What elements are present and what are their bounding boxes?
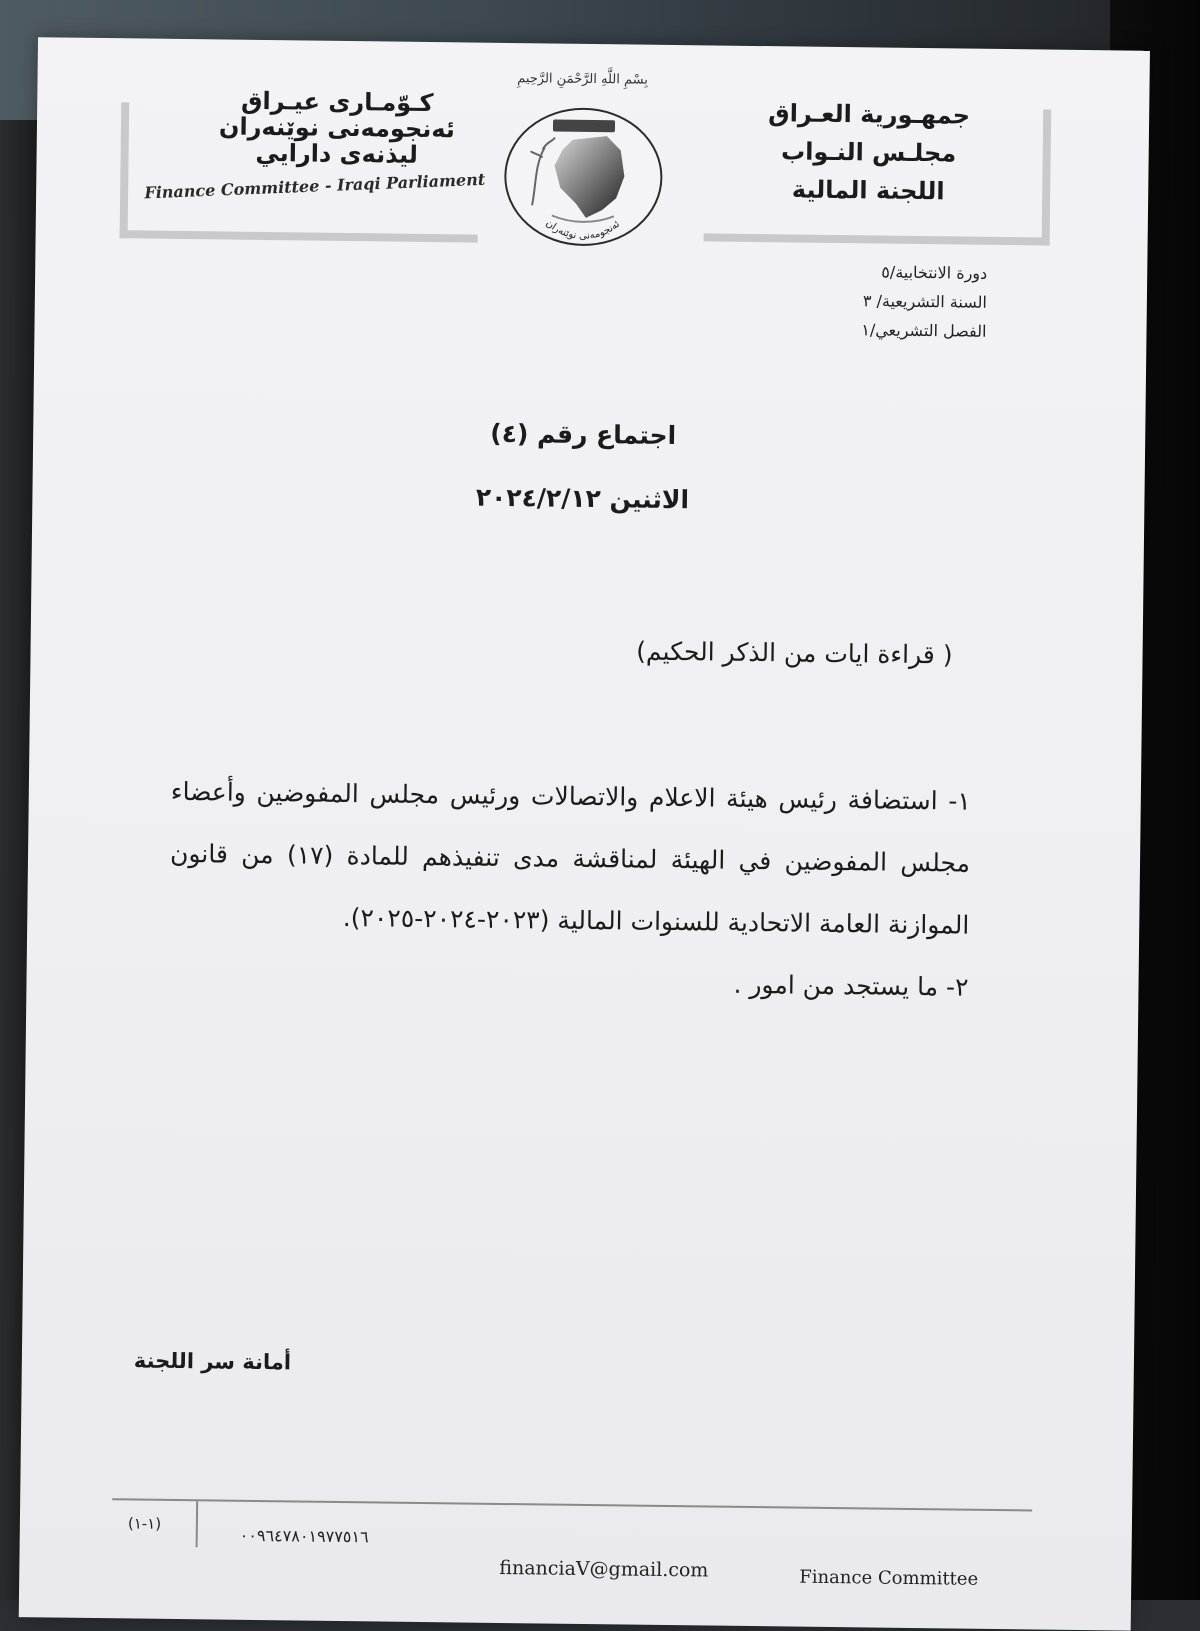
session-info: [766, 256, 987, 346]
emblem-text: ئەنجومەنی نوێنەران: [543, 217, 623, 242]
agenda: [168, 761, 971, 1019]
session-term: دورة الانتخابية/٥: [881, 262, 988, 283]
page-number: (١-١): [127, 1514, 162, 1533]
footer-rule: [112, 1498, 1032, 1511]
agenda-item-2: ٢- ما يستجد من امور .: [733, 969, 969, 1002]
header-republic: جمهـورية العـراق: [768, 99, 971, 130]
basmala: بِسْمِ اللَّهِ الرَّحْمَنِ الرَّحِيمِ: [517, 71, 648, 88]
footer-phone: ٠٠٩٦٤٧٨٠١٩٧٧٥١٦: [239, 1525, 369, 1547]
header-english: Finance Committee - Iraqi Parliament: [143, 169, 486, 203]
footer-divider: [196, 1501, 199, 1547]
quran-reading: ( قراءة ايات من الذكر الحكيم): [636, 636, 953, 670]
document-page: [19, 37, 1150, 1630]
header-kurdish-line-1: كـوّمـارى عيـراق: [240, 86, 434, 118]
header-kurdish-line-2: ئەنجومەنى نوێنەران: [218, 112, 456, 144]
parliament-emblem-icon: [502, 105, 666, 249]
header-kurdish-line-3: ليذنەى دارايي: [255, 138, 419, 169]
header-council: مجلـس النـواب: [780, 137, 957, 168]
header-kurdish: [186, 87, 487, 169]
header-arabic: [738, 94, 999, 211]
header-committee: اللجنة المالية: [791, 175, 945, 206]
committee-secretariat: أمانة سر اللجنة: [133, 1348, 292, 1375]
footer-committee-name: Finance Committee: [799, 1566, 979, 1590]
session-season: الفصل التشريعي/١: [861, 320, 987, 341]
footer-email: financiaV@gmail.com: [499, 1556, 709, 1582]
agenda-item-1: ١- استضافة رئيس هيئة الاعلام والاتصالات ورئيس مجلس المفوضين وأعضاء مجلس المفوضين في الهيئة لمناقشة مدى تنفيذهم للمادة (١٧) من قانون الموازنة العامة الاتحادية للسنوات المالية (٢٠٢٣-٢٠٢٤-٢٠٢٥).: [169, 776, 971, 940]
session-year: السنة التشريعية/ ٣: [862, 291, 987, 312]
meeting-title: اجتماع رقم (٤): [490, 418, 677, 451]
meeting-date: الاثنين ٢٠٢٤/٢/١٢: [475, 482, 690, 515]
